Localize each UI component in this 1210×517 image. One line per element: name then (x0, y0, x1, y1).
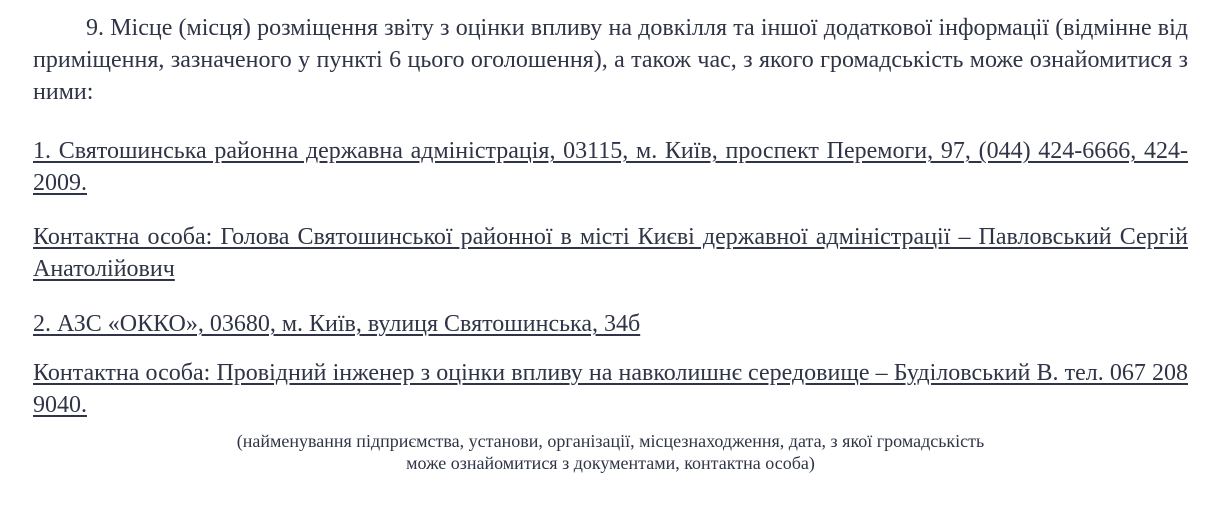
footnote-caption (33, 430, 1188, 474)
footnote-line-2: може ознайомитися з документами, контактна особа) (406, 453, 815, 473)
contact-person-1: Контактна особа: Голова Святошинської районної в місті Києві державної адміністрації – Павловський Сергій Анатолійович (33, 224, 1188, 282)
contact-person-2: Контактна особа: Провідний інженер з оцінки впливу на навколишнє середовище – Буділовський В. тел. 067 208 9040. (33, 360, 1188, 418)
footnote-line-1: (найменування підприємства, установи, організації, місцезнаходження, дата, з якої громадськість (236, 431, 985, 451)
location-entry-1: 1. Святошинська районна державна адміністрація, 03115, м. Київ, проспект Перемоги, 97, (044) 424-6666, 424-2009. (33, 138, 1188, 196)
location-entry-2: 2. АЗС «ОККО», 03680, м. Київ, вулиця Святошинська, 34б (33, 311, 641, 337)
intro-paragraph: 9. Місце (місця) розміщення звіту з оцінки впливу на довкілля та іншої додаткової інформації (відмінне від приміщення, зазначеного у пункті 6 цього оголошення), а також час, з якого громадськість може ознайомитися з ними: (33, 15, 1188, 105)
